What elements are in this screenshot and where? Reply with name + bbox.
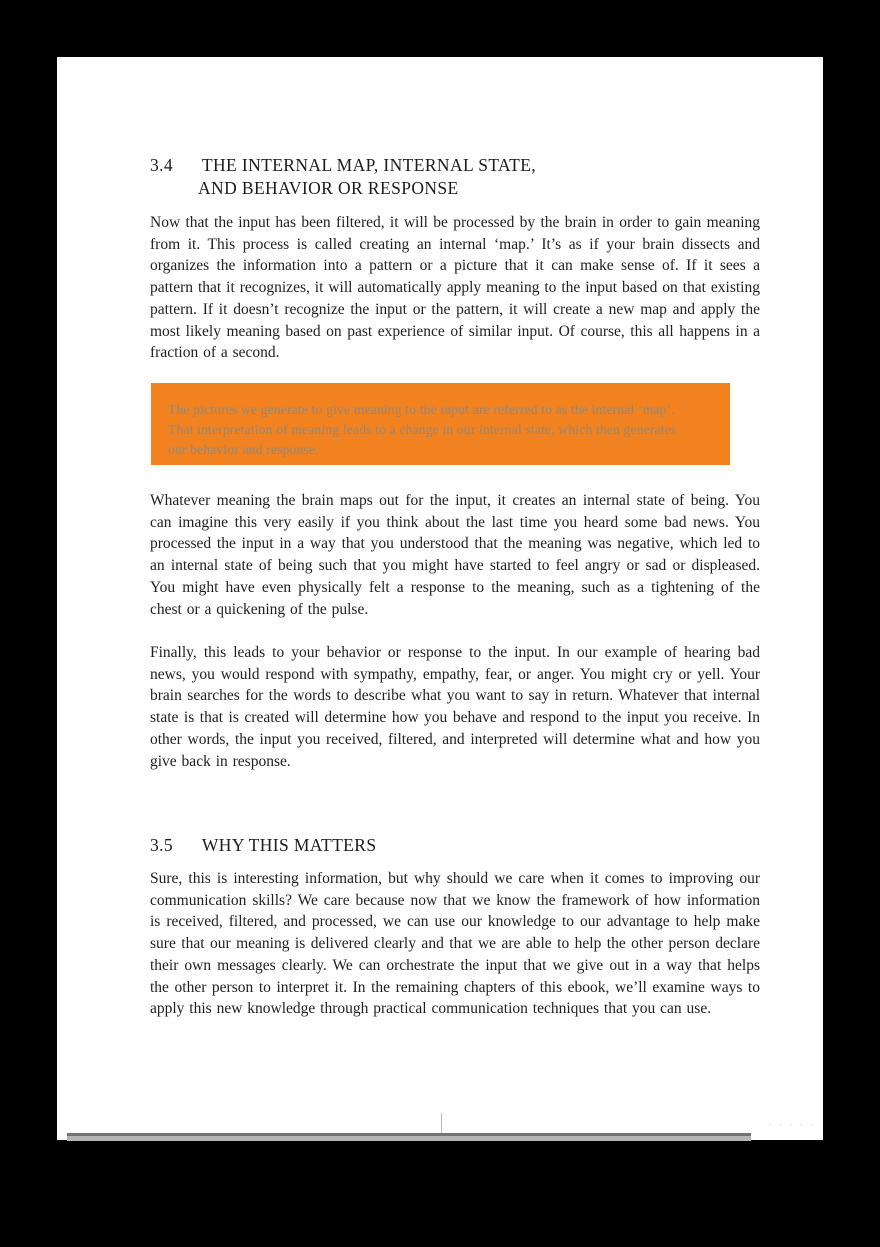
paragraph-why-this-matters: Sure, this is interesting information, but why should we care when it comes to improving our communication skills? We care because now that we know the framework of how information is received, filtered, and processed, we can use our knowledge to our advantage to help make sure that our meaning is delivered clearly and that we are able to help the other person declare their own messages clearly. We can orchestrate the input that we give out in a way that helps the other person to interpret it. In the remaining chapters of this ebook, we’ll examine ways to apply this new knowledge through practical communication techniques that you can use.: [150, 870, 760, 1018]
page-divider-mark: [441, 1113, 442, 1134]
section-heading-line1: [150, 834, 770, 857]
section-title: WHY THIS MATTERS: [201, 835, 377, 855]
section-title: THE INTERNAL MAP, INTERNAL STATE,: [201, 155, 537, 175]
section-number: 3.5: [150, 835, 174, 855]
callout-box: [151, 383, 730, 465]
horizontal-scrollbar[interactable]: [67, 1133, 751, 1141]
document-page: [57, 57, 823, 1140]
paragraph-behavior-response: Finally, this leads to your behavior or response to the input. In our example of hearing bad news, you would respond with sympathy, empathy, fear, or anger. You might cry or yell. Your brain searches for the words to describe what you want to say in return. Whatever that internal state is that is created will determine how you behave and respond to the input you receive. In other words, the input you received, filtered, and interpreted will determine what and how you give back in response.: [150, 644, 760, 770]
section-heading-line1: [150, 154, 770, 177]
page-indicator-marks: · · · · ·: [769, 1121, 817, 1129]
paragraph-internal-map: Now that the input has been filtered, it will be processed by the brain in order to gain meaning from it. This process is called creating an internal ‘map.’ It’s as if your brain dissects and organizes the information into a pattern or a picture that it can make sense of. If it sees a pattern that it recognizes, it will automatically apply meaning to the input based on that existing pattern. If it doesn’t recognize the input or the pattern, it will create a new map and apply the most likely meaning based on past experience of similar input. Of course, this all happens in a fraction of a second.: [150, 214, 760, 362]
section-title-line2: AND BEHAVIOR OR RESPONSE: [198, 178, 459, 198]
section-heading-3-4: [150, 154, 770, 200]
callout-line: our behavior and response.: [168, 442, 319, 457]
callout-line: That interpretation of meaning leads to a change in our internal state, which then generates: [168, 422, 677, 437]
callout-line: The pictures we generate to give meaning to the input are referred to as the internal ‘map’.: [168, 402, 675, 417]
section-number: 3.4: [150, 155, 174, 175]
paragraph-internal-state: Whatever meaning the brain maps out for the input, it creates an internal state of being. You can imagine this very easily if you think about the last time you heard some bad news. You processed the input in a way that you understood that the meaning was negative, which led to an internal state of being such that you might have started to feel angry or sad or displeased. You might have even physically felt a response to the meaning, such as a tightening of the chest or a quickening of the pulse.: [150, 492, 760, 618]
section-heading-3-5: [150, 834, 770, 857]
